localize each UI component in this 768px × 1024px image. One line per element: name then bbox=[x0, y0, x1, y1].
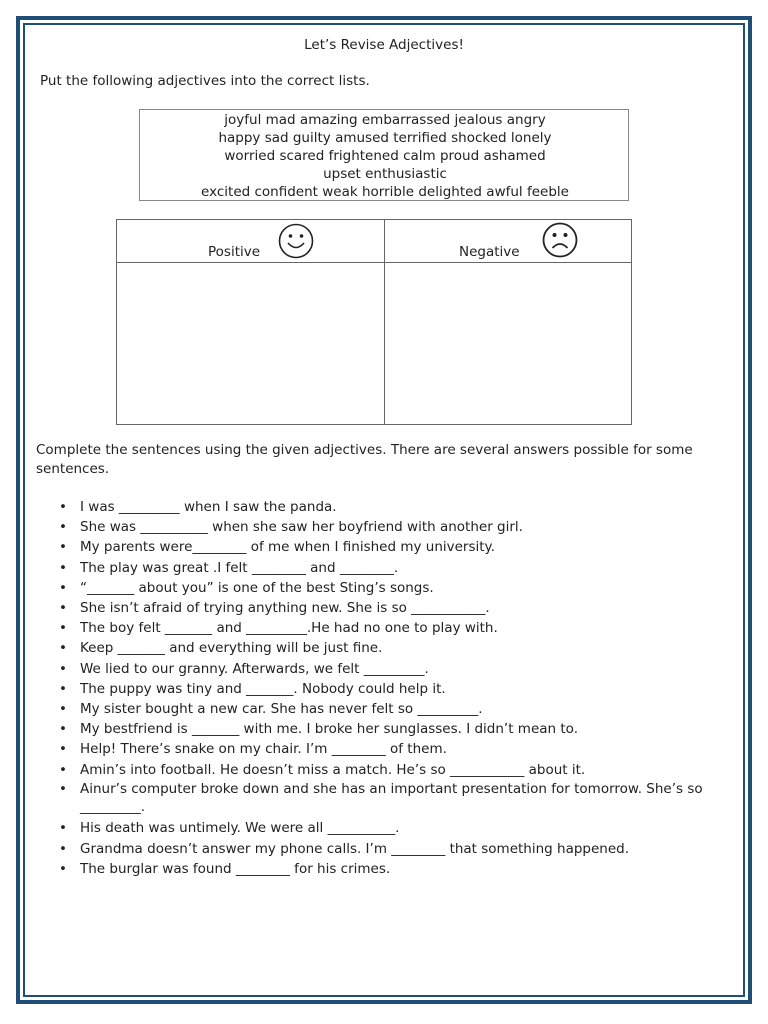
word-bank-line: worried scared frightened calm proud ashamed bbox=[224, 148, 546, 164]
word-bank-line: happy sad guilty amused terrified shocked lonely bbox=[218, 130, 552, 146]
list-item: • The play was great .I felt ________ and ________. bbox=[80, 558, 740, 578]
list-item: • Grandma doesn’t answer my phone calls. I’m ________ that something happened. bbox=[80, 839, 740, 859]
list-item: • We lied to our granny. Afterwards, we felt _________. bbox=[80, 659, 740, 679]
list-item: • She isn’t afraid of trying anything new. She is so ___________. bbox=[80, 598, 740, 618]
list-item: • She was __________ when she saw her boyfriend with another girl. bbox=[80, 517, 740, 537]
list-item: • Keep _______ and everything will be just fine. bbox=[80, 638, 740, 658]
table-column-divider bbox=[384, 220, 385, 424]
sentence-list bbox=[80, 497, 740, 879]
list-item: • My parents were________ of me when I finished my university. bbox=[80, 537, 740, 557]
sorting-table bbox=[116, 219, 632, 425]
list-item: • The burglar was found ________ for his crimes. bbox=[80, 859, 740, 879]
worksheet-title: Let’s Revise Adjectives! bbox=[304, 37, 464, 53]
word-bank bbox=[139, 109, 629, 201]
frowning-face-icon bbox=[541, 221, 579, 259]
list-item: • His death was untimely. We were all __________. bbox=[80, 818, 740, 838]
list-item: • Ainur’s computer broke down and she has an important presentation for tomorrow. She’s so _________. bbox=[80, 780, 740, 819]
list-item: • Amin’s into football. He doesn’t miss a match. He’s so ___________ about it. bbox=[80, 760, 740, 780]
smiley-face-icon bbox=[277, 222, 315, 260]
table-header-divider bbox=[117, 262, 631, 263]
word-bank-line: excited confident weak horrible delighted awful feeble bbox=[201, 184, 569, 200]
sort-instruction: Put the following adjectives into the correct lists. bbox=[40, 73, 370, 89]
negative-column-header: Negative bbox=[459, 244, 520, 260]
list-item: • The puppy was tiny and _______. Nobody could help it. bbox=[80, 679, 740, 699]
word-bank-line: joyful mad amazing embarrassed jealous angry bbox=[224, 112, 546, 128]
positive-column-header: Positive bbox=[208, 244, 261, 260]
word-bank-line: upset enthusiastic bbox=[323, 166, 447, 182]
list-item: • My sister bought a new car. She has never felt so _________. bbox=[80, 699, 740, 719]
list-item: • The boy felt _______ and _________.He had no one to play with. bbox=[80, 618, 740, 638]
list-item: • My bestfriend is _______ with me. I broke her sunglasses. I didn’t mean to. bbox=[80, 719, 740, 739]
list-item: • Help! There’s snake on my chair. I’m ________ of them. bbox=[80, 739, 740, 759]
complete-instruction: Complete the sentences using the given adjectives. There are several answers possible for some sentences. bbox=[36, 442, 693, 477]
list-item: • “_______ about you” is one of the best Sting’s songs. bbox=[80, 578, 740, 598]
list-item: • I was _________ when I saw the panda. bbox=[80, 497, 740, 517]
